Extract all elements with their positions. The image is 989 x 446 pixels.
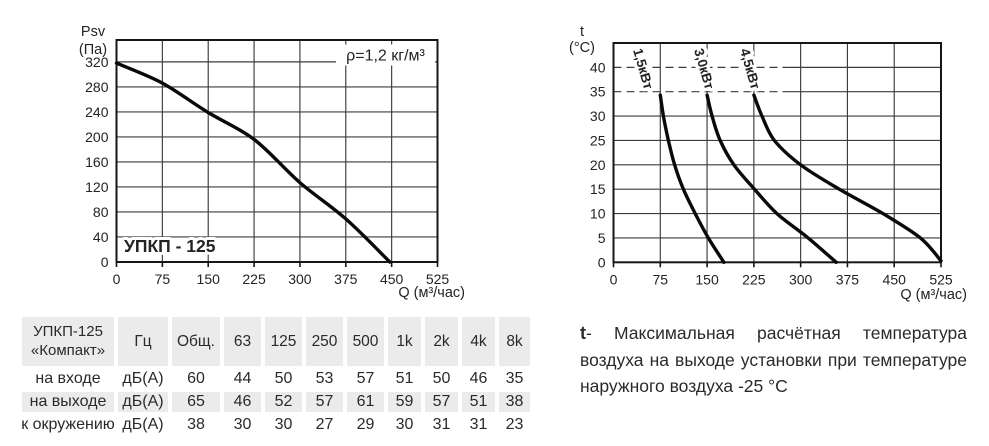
x-tick-label: 525 bbox=[425, 271, 450, 287]
x-axis-title: Q (м³/час) bbox=[398, 285, 465, 301]
noise-table bbox=[22, 317, 530, 435]
table-header-500: 500 bbox=[347, 317, 384, 366]
y-tick-label: 40 bbox=[589, 59, 606, 76]
table-cell: 51 bbox=[462, 392, 495, 412]
table-cell: 61 bbox=[347, 392, 384, 412]
table-row-unit: дБ(А) bbox=[118, 415, 168, 435]
x-tick-label: 0 bbox=[609, 271, 618, 288]
table-cell: 27 bbox=[306, 415, 343, 435]
table-header-4k: 4k bbox=[462, 317, 495, 366]
table-cell: 35 bbox=[499, 369, 530, 389]
y-tick-label: 160 bbox=[85, 153, 109, 170]
y-tick-label: 10 bbox=[589, 205, 606, 222]
table-cell: 60 bbox=[172, 369, 220, 389]
table-cell: 53 bbox=[306, 369, 343, 389]
table-header-8k: 8k bbox=[499, 317, 530, 366]
curve-3,0кВт bbox=[707, 95, 836, 262]
curve-label-1,5кВт: 1,5кВт bbox=[630, 46, 657, 91]
y-tick-label: 0 bbox=[100, 254, 109, 270]
table-header-2k: 2k bbox=[425, 317, 458, 366]
table-cell: 38 bbox=[499, 392, 530, 412]
y-tick-label: 40 bbox=[92, 228, 109, 245]
table-cell: 57 bbox=[425, 392, 458, 412]
x-tick-label: 450 bbox=[379, 271, 404, 287]
y-tick-label: 280 bbox=[85, 78, 109, 95]
x-tick-label: 0 bbox=[112, 271, 121, 287]
curve-label-4,5кВт: 4,5кВт bbox=[737, 46, 764, 91]
table-row-label: к окружению bbox=[21, 416, 115, 433]
x-tick-label: 450 bbox=[882, 271, 906, 288]
x-tick-label: 300 bbox=[288, 271, 312, 287]
y-tick-label: 30 bbox=[589, 108, 606, 125]
table-row-label: на выходе bbox=[22, 392, 114, 412]
table-cell: 30 bbox=[265, 415, 302, 435]
caption-symbol: t bbox=[580, 323, 586, 343]
y-tick-label: 5 bbox=[597, 229, 606, 246]
x-tick-label: 150 bbox=[695, 271, 719, 288]
table-cell: 31 bbox=[462, 415, 495, 435]
curve-label-3,0кВт: 3,0кВт bbox=[691, 46, 718, 91]
table-cell: 50 bbox=[425, 369, 458, 389]
table-row-unit: дБ(А) bbox=[118, 392, 168, 412]
temperature-chart bbox=[560, 0, 989, 312]
y-tick-label: 20 bbox=[589, 156, 606, 173]
table-cell: 30 bbox=[388, 415, 421, 435]
x-tick-label: 525 bbox=[929, 271, 953, 288]
table-row-unit: дБ(А) bbox=[118, 369, 168, 389]
plot-border bbox=[614, 43, 942, 262]
x-tick-label: 75 bbox=[652, 271, 669, 288]
y-tick-label: 35 bbox=[589, 83, 606, 100]
table-cell: 30 bbox=[224, 415, 261, 435]
x-tick-label: 375 bbox=[334, 271, 358, 287]
caption-text: - Максимальная расчётная температура воздуха на выходе установки при температуре наружного воздуха -25 °C bbox=[580, 323, 967, 396]
y-axis-title: (Па) bbox=[78, 42, 108, 58]
y-tick-label: 320 bbox=[85, 53, 109, 70]
table-cell: 46 bbox=[462, 369, 495, 389]
table-row-label: на входе bbox=[22, 369, 114, 389]
y-tick-label: 200 bbox=[85, 128, 109, 145]
table-header-125: 125 bbox=[265, 317, 302, 366]
table-header-1k: 1k bbox=[388, 317, 421, 366]
x-tick-label: 300 bbox=[788, 271, 813, 288]
x-tick-label: 375 bbox=[835, 271, 860, 288]
y-axis-title: Psv bbox=[80, 24, 106, 40]
temperature-note bbox=[580, 320, 967, 400]
table-cell: 52 bbox=[265, 392, 302, 412]
plot-border bbox=[117, 40, 438, 262]
x-tick-label: 225 bbox=[742, 271, 766, 288]
x-tick-label: 150 bbox=[196, 271, 220, 287]
y-tick-label: 25 bbox=[589, 132, 606, 149]
table-header-Гц: Гц bbox=[118, 317, 168, 366]
pressure-chart bbox=[0, 0, 540, 312]
table-cell: 29 bbox=[347, 415, 384, 435]
table-header-63: 63 bbox=[224, 317, 261, 366]
table-cell: 46 bbox=[224, 392, 261, 412]
table-header-250: 250 bbox=[306, 317, 343, 366]
y-tick-label: 15 bbox=[589, 181, 606, 198]
table-cell: 51 bbox=[388, 369, 421, 389]
table-cell: 31 bbox=[425, 415, 458, 435]
table-cell: 38 bbox=[172, 415, 220, 435]
x-tick-label: 225 bbox=[242, 271, 266, 287]
table-header-Общ.: Общ. bbox=[172, 317, 220, 366]
y-tick-label: 80 bbox=[92, 203, 109, 220]
table-cell: 65 bbox=[172, 392, 220, 412]
y-axis-title: t bbox=[579, 24, 585, 40]
curve-УПКП - 125 bbox=[117, 63, 390, 262]
y-tick-label: 0 bbox=[597, 254, 606, 271]
y-axis-title: (°C) bbox=[569, 40, 595, 56]
table-cell: 23 bbox=[499, 415, 530, 435]
x-tick-label: 75 bbox=[154, 271, 171, 287]
y-tick-label: 240 bbox=[85, 103, 109, 120]
y-tick-label: 120 bbox=[85, 178, 109, 195]
table-header-model: УПКП-125 «Компакт» bbox=[22, 317, 114, 366]
x-axis-title: Q (м³/час) bbox=[900, 287, 967, 303]
table-cell: 59 bbox=[388, 392, 421, 412]
table-cell: 44 bbox=[224, 369, 261, 389]
table-cell: 57 bbox=[306, 392, 343, 412]
density-annotation: ρ=1,2 кг/м³ bbox=[346, 47, 425, 65]
model-label: УПКП - 125 bbox=[124, 236, 216, 256]
table-cell: 57 bbox=[347, 369, 384, 389]
table-cell: 50 bbox=[265, 369, 302, 389]
